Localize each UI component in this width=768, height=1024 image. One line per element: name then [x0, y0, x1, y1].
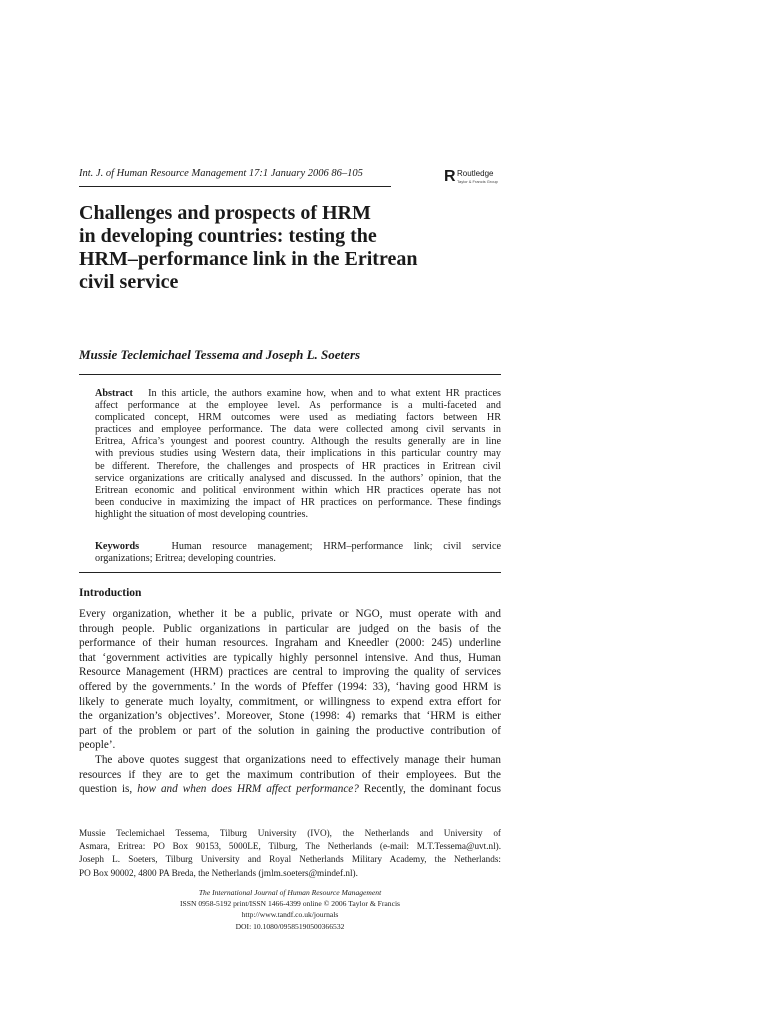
keywords-block — [95, 541, 501, 565]
abstract-line: practices and employee performance. The data were collected among civil servants in — [95, 424, 501, 436]
abstract-line: complicated concept, HRM outcomes were used as mediating factors between HR — [95, 412, 501, 424]
body-line — [79, 782, 501, 797]
body-line: part of the problem or part of the solution in gaining the productive contribution of — [79, 724, 501, 737]
abstract-line: service organizations are critically analysed and discussed. In the authors’ opinion, that the — [95, 472, 501, 484]
body-line: The above quotes suggest that organizations need to effectively manage their human — [95, 753, 501, 766]
affiliation-line: Joseph L. Soeters, Tilburg University and Royal Netherlands Military Academy, the Netherlands: — [79, 854, 501, 865]
abstract-block — [95, 388, 501, 521]
affiliation-line: Asmara, Eritrea: PO Box 90153, 5000LE, Tilburg, The Netherlands (e-mail: M.T.Tessema@uvt.nl). — [79, 841, 501, 852]
publisher-logo — [444, 168, 504, 190]
abstract-line: Eritrean economic and political environment within which HR practices operate has not — [95, 484, 501, 496]
keywords-label: Keywords — [95, 541, 140, 552]
body-line: that ‘government activities are typically highly personnel intensive. And thus, Human — [79, 651, 501, 664]
journal-citation: Int. J. of Human Resource Management 17:1 January 2006 86–105 — [79, 168, 363, 179]
affiliation-line: Mussie Teclemichael Tessema, Tilburg University (IVO), the Netherlands and University of — [79, 828, 501, 838]
keywords-text: Human resource management; HRM–performance link; civil service — [171, 541, 501, 552]
body-line: likely to generate much loyalty, commitment, or willingness to expend extra effort for — [79, 695, 501, 708]
body-line: the organization’s objectives’. Moreover, Stone (1998: 4) remarks that ‘HRM is either — [79, 710, 501, 723]
keywords-line — [95, 541, 501, 553]
article-authors: Mussie Teclemichael Tessema and Joseph L. Soeters — [79, 347, 361, 362]
body-line: Every organization, whether it be a public, private or NGO, must operate with and — [79, 608, 501, 620]
abstract-line: with previous studies using Western data, their implications in this particular country may — [95, 448, 501, 460]
footer-doi: DOI: 10.1080/09585190500366532 — [235, 921, 345, 931]
author-affiliations — [79, 827, 501, 880]
abstract-line: highlight the situation of most developing countries. — [95, 508, 309, 520]
title-line: civil service — [79, 271, 179, 293]
footer-journal-name: The International Journal of Human Resource Management — [198, 888, 382, 897]
body-line: through people. Public organizations in particular are judged on the basis of the — [79, 622, 501, 635]
abstract-text: In this article, the authors examine how, when and to what extent HR practices — [148, 388, 501, 399]
publisher-name: Routledge — [457, 169, 494, 178]
body-line: performance of their human resources. Ingraham and Kneedler (2000: 245) underline — [79, 637, 501, 650]
body-text: question is, — [79, 783, 133, 796]
article-title — [79, 202, 519, 294]
abstract-top-rule — [79, 374, 501, 375]
introduction-body — [79, 607, 501, 797]
body-line: people’. — [79, 739, 116, 752]
body-line: resources if they are to get the maximum contribution of their employees. But the — [79, 768, 501, 781]
research-question: how and when does HRM affect performance? — [137, 783, 359, 796]
abstract-line: been conducive in maximizing the impact of HR practices on performance. These findings — [95, 496, 501, 508]
abstract-line — [95, 388, 501, 400]
abstract-line: be different. Therefore, the challenges and prospects of HR practices in Eritrean civil — [95, 460, 501, 472]
body-text: Recently, the dominant focus — [363, 783, 502, 796]
abstract-label: Abstract — [95, 388, 133, 399]
abstract-line: Eritrea, Africa’s youngest and poorest country. Although the results generally are in line — [95, 436, 501, 448]
keywords-line: organizations; Eritrea; developing countries. — [95, 553, 276, 565]
title-line: in developing countries: testing the — [79, 225, 377, 247]
footer-url[interactable]: http://www.tandf.co.uk/journals — [241, 910, 339, 920]
affiliation-line: PO Box 90002, 4800 PA Breda, the Netherlands (jmlm.soeters@mindef.nl). — [79, 867, 358, 878]
title-line: HRM–performance link in the Eritrean — [79, 248, 418, 270]
abstract-bottom-rule — [79, 572, 501, 573]
section-heading: Introduction — [79, 587, 142, 599]
title-line: Challenges and prospects of HRM — [79, 202, 371, 224]
footer-issn: ISSN 0958-5192 print/ISSN 1466-4399 online © 2006 Taylor & Francis — [179, 899, 401, 909]
body-line: offered by the governments.’ In the words of Pfeffer (1994: 33), ‘having good HRM is — [79, 680, 501, 693]
body-line: Resource Management (HRM) practices are central to improving the quality of services — [79, 666, 501, 679]
journal-footer — [79, 887, 501, 932]
abstract-line: affect performance at the employee level. As performance is a multi-faceted and — [95, 400, 501, 412]
routledge-logo-icon: R — [444, 168, 456, 185]
header-rule — [79, 186, 391, 187]
publisher-group: Taylor & Francis Group — [457, 179, 498, 184]
